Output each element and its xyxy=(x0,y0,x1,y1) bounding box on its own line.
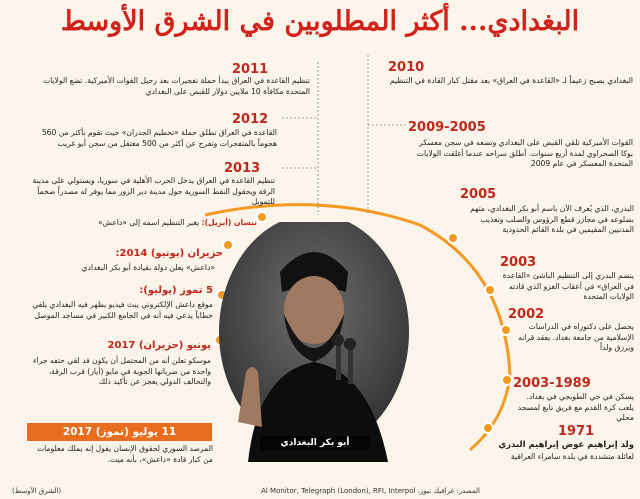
footer xyxy=(0,483,640,499)
year-2002: 2002 xyxy=(508,307,545,322)
year-2009-2005: 2009-2005 xyxy=(408,120,486,135)
event-2013-text: تنظيم القاعدة في العراق يدخل الحرب الأهلية في سوريا، ويستولي على مدينة الرقة ويحقول النفط السورية حول مدينة دير الزور مما يوفر له مصدراً ضخماً للتمويل xyxy=(32,176,275,206)
dot-1989 xyxy=(502,375,512,385)
event-jul-label: 5 تموز (يوليو): xyxy=(139,285,213,296)
event-2017-text: موسكو تعلن أنه من المحتمل أن يكون قد لقي حتفه جراء واحدة من ضرباتها الجوية في مايو (أيار) قرب الرقة، والتحالف الدولي يعجز عن تأكيد ذلك xyxy=(32,356,211,386)
year-1989-2003: 2003-1989 xyxy=(513,376,591,391)
event-2011-text: تنظيم القاعدة في العراق يبدأ حملة تفجيرات بعد رحيل القوات الأميركية. تضع الولايات المتحدة مكافأة 10 ملايين دولار للقبض على البغدادي xyxy=(42,76,310,96)
event-2017b-text: المرصد السوري لحقوق الإنسان يقول إنه يملك معلومات من كبار قادة «داعش»، بأنه ميت. xyxy=(37,444,213,464)
event-2010-text: البغدادي يصبح زعيماً لـ «القاعدة في العراق» بعد مقتل كبار القادة في التنظيم xyxy=(389,76,633,85)
event-2009-text: القوات الأميركية تلقي القبض على البغدادي وتضعه في سجن معسكر بوكا الصحراوي لمدة أربع سنوات. أطلق سراحه عندما أغلقت الولايات المتحدة المعسكر في عام 2009 xyxy=(416,138,633,168)
year-1971: 1971 xyxy=(558,424,595,439)
event-1989-text: يسكن في حي الطوبجي في بغداد. يلعب كرة القدم مع فريق تابع لمسجد محلي xyxy=(517,392,634,422)
event-apr-label: نيسان (أبريل): xyxy=(201,218,257,227)
footer-source: المصدر: غرافيك نيوز، Al Monitor, Telegraph (London), RFI, Interpol xyxy=(261,487,480,495)
year-2003: 2003 xyxy=(500,255,537,270)
event-jul-text: موقع داعش الإلكتروني يبث فيديو يظهر فيه البغدادي يلقي خطاباً يدعي فيه أنه في الجامع الكبير في مساجد الموصل xyxy=(32,300,213,320)
event-apr-text: يغير التنظيم اسمه إلى «داعش» xyxy=(97,218,200,227)
dot-2003 xyxy=(485,285,495,295)
event-2002-text: يحصل على دكتوراه في الدراسات الإسلامية من جامعة بغداد. يعقد قرانه ويرزق ولداً xyxy=(518,322,634,352)
year-2012: 2012 xyxy=(232,112,269,127)
footer-credit: (الشرق الأوسط) xyxy=(12,487,62,495)
event-2014-text: «داعش» يعلن دولة بقيادة أبو بكر البغدادي xyxy=(81,263,215,272)
year-2013: 2013 xyxy=(224,161,261,176)
event-2017-label: يونيو (حزيران) 2017 xyxy=(107,340,211,351)
dot-apr xyxy=(257,212,267,222)
event-2003-text: ينضم البدري إلى التنظيم الناشئ «القاعدة في العراق» في أعقاب الغزو الذي قادته الولايات المتحدة xyxy=(502,271,634,301)
event-1971-text: لعائلة متشددة في بلدة سامراء العراقية xyxy=(510,452,634,461)
dot-1971 xyxy=(483,423,493,433)
page-title: البغدادي... أكثر المطلوبين في الشرق الأوسط xyxy=(60,6,580,37)
year-2010: 2010 xyxy=(388,60,425,75)
dot-2005 xyxy=(448,233,458,243)
year-2011: 2011 xyxy=(232,62,269,77)
photo-caption: أبو بكر البغدادي xyxy=(260,436,370,450)
event-2017b-label: 11 يوليو (تموز) 2017 xyxy=(27,423,212,441)
portrait-photo xyxy=(218,222,410,462)
event-2012-text: القاعدة في العراق تطلق حملة «تحطيم الجدران» حيث تقوم بأكثر من 560 هجوماً بالمتفجرات وتفرج عن أكثر من 500 معتقل من سجن أبو غريب xyxy=(41,128,277,148)
year-2005: 2005 xyxy=(460,187,497,202)
event-2005-text: البدري، الذي يُعرف الآن باسم أبو بكر البغدادي، متهم بضلوعه في مجازر قطع الرؤوس والصلب وتعذيب المدنيين المقيمين في بلدة القائم الحدودية xyxy=(470,204,634,234)
event-2014-label: حزيران (يونيو) 2014: xyxy=(115,248,223,259)
event-1971-name: ولد إبراهيم عوض إبراهيم البدري xyxy=(498,440,634,450)
